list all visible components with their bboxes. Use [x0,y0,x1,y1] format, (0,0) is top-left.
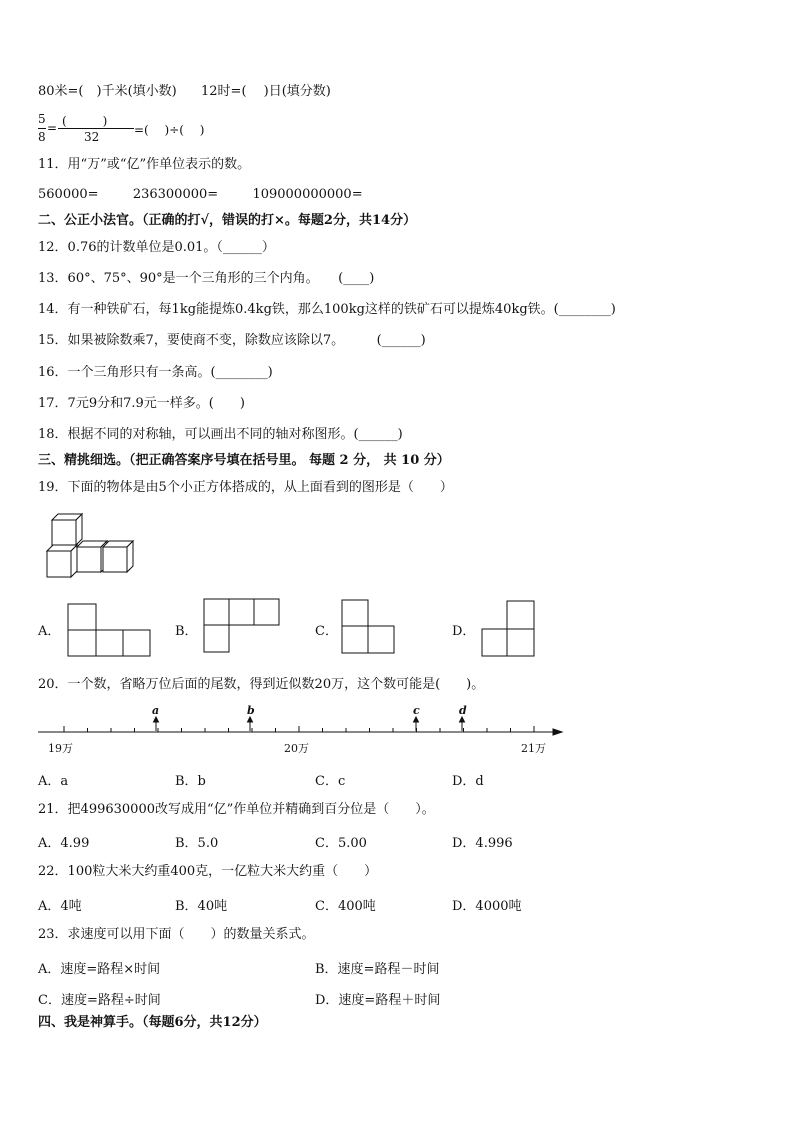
frac1-numerator: 5 [38,112,46,126]
q22-option-a[interactable]: A．4吨 [38,899,82,914]
q19-option-b-figure [203,598,281,654]
q19-option-a-label[interactable]: A． [38,624,61,639]
point-marker-arrow [414,717,419,722]
question-23-stem: 23．求速度可以用下面（ ）的数量关系式。 [38,927,315,942]
q23-option-c[interactable]: C．速度=路程÷时间 [38,993,161,1008]
frac2-denominator: 32 [84,130,100,144]
frac1-bar [38,128,46,129]
q23-option-d[interactable]: D．速度=路程＋时间 [315,993,441,1008]
point-label-a: a [152,704,160,717]
q10-tail: =( )÷( ) [134,123,205,137]
frac2-numerator: ( ) [62,114,108,128]
frac1-denominator: 8 [38,130,46,144]
q11-item-2: 236300000= [132,187,219,202]
question-21-stem: 21．把499630000改写成用“亿”作单位并精确到百分位是（ ）。 [38,802,435,817]
q20-option-d[interactable]: D．d [452,774,484,789]
point-label-d: d [459,704,467,717]
q19-option-d-figure [481,600,536,658]
q19-option-a-figure [67,603,152,657]
section-4-title: 四、我是神算手。（每题6分，共12分） [38,1015,267,1030]
q19-option-c-figure [341,599,397,655]
q11-item-1: 560000= [38,187,99,202]
question-20-stem: 20．一个数，省略万位后面的尾数，得到近似数20万，这个数可能是( )。 [38,677,485,692]
q22-option-d[interactable]: D．4000吨 [452,899,522,914]
point-label-b: b [247,704,255,717]
q20-option-b[interactable]: B．b [175,774,206,789]
question-14: 14．有一种铁矿石，每1kg能提炼0.4kg铁，那么100kg这样的铁矿石可以提炼40kg铁。(________) [38,302,616,317]
q20-option-c[interactable]: C．c [315,774,346,789]
point-marker-arrow [154,717,159,722]
number-line [34,702,566,756]
section-2-title: 二、公正小法官。（正确的打√，错误的打×。每题2分，共14分） [38,213,417,228]
q19-option-d-label[interactable]: D． [452,624,476,639]
question-12: 12．0.76的计数单位是0.01。（______） [38,240,275,255]
q10-part2: 12时=( )日(填分数) [201,84,331,99]
axis-label-20wan: 20万 [284,742,309,755]
axis-label-21wan: 21万 [521,742,546,755]
q22-option-c[interactable]: C．400吨 [315,899,376,914]
point-marker-arrow [248,717,253,722]
question-10-line1 [38,84,331,100]
q21-option-b[interactable]: B．5.0 [175,836,219,851]
section-3-title: 三、精挑细选。（把正确答案序号填在括号里。 每题 2 分， 共 10 分） [38,453,450,468]
q21-option-c[interactable]: C．5.00 [315,836,367,851]
q23-option-b[interactable]: B．速度=路程－时间 [315,962,440,977]
number-line-arrowhead [553,729,562,735]
q23-option-a[interactable]: A．速度=路程×时间 [38,962,161,977]
question-11-stem: 11．用“万”或“亿”作单位表示的数。 [38,157,251,172]
q19-option-c-label[interactable]: C． [315,624,338,639]
q19-option-b-label[interactable]: B． [175,624,198,639]
point-marker-arrow [460,717,465,722]
q10-part1: 80米=( )千米(填小数) [38,84,177,99]
q11-item-3: 109000000000= [252,187,363,202]
q20-option-a[interactable]: A．a [38,774,69,789]
eq-sign: = [47,121,58,135]
question-18: 18．根据不同的对称轴，可以画出不同的轴对称图形。(______) [38,427,403,442]
q21-option-a[interactable]: A．4.99 [38,836,90,851]
question-15: 15．如果被除数乘7，要使商不变，除数应该除以7。 (______) [38,333,426,348]
q22-option-b[interactable]: B．40吨 [175,899,228,914]
question-16: 16．一个三角形只有一条高。(________) [38,365,273,380]
question-19-stem: 19．下面的物体是由5个小正方体搭成的，从上面看到的图形是（ ） [38,480,453,495]
question-13: 13．60°、75°、90°是一个三角形的三个内角。 (____) [38,271,375,286]
axis-label-19wan: 19万 [48,742,73,755]
point-label-c: c [413,704,420,717]
frac2-bar [58,128,134,129]
question-22-stem: 22．100粒大米大约重400克，一亿粒大米大约重（ ） [38,864,378,879]
q21-option-d[interactable]: D．4.996 [452,836,513,851]
cube-figure [44,512,140,580]
question-17: 17．7元9分和7.9元一样多。( ) [38,396,245,411]
question-11-items [38,187,363,203]
